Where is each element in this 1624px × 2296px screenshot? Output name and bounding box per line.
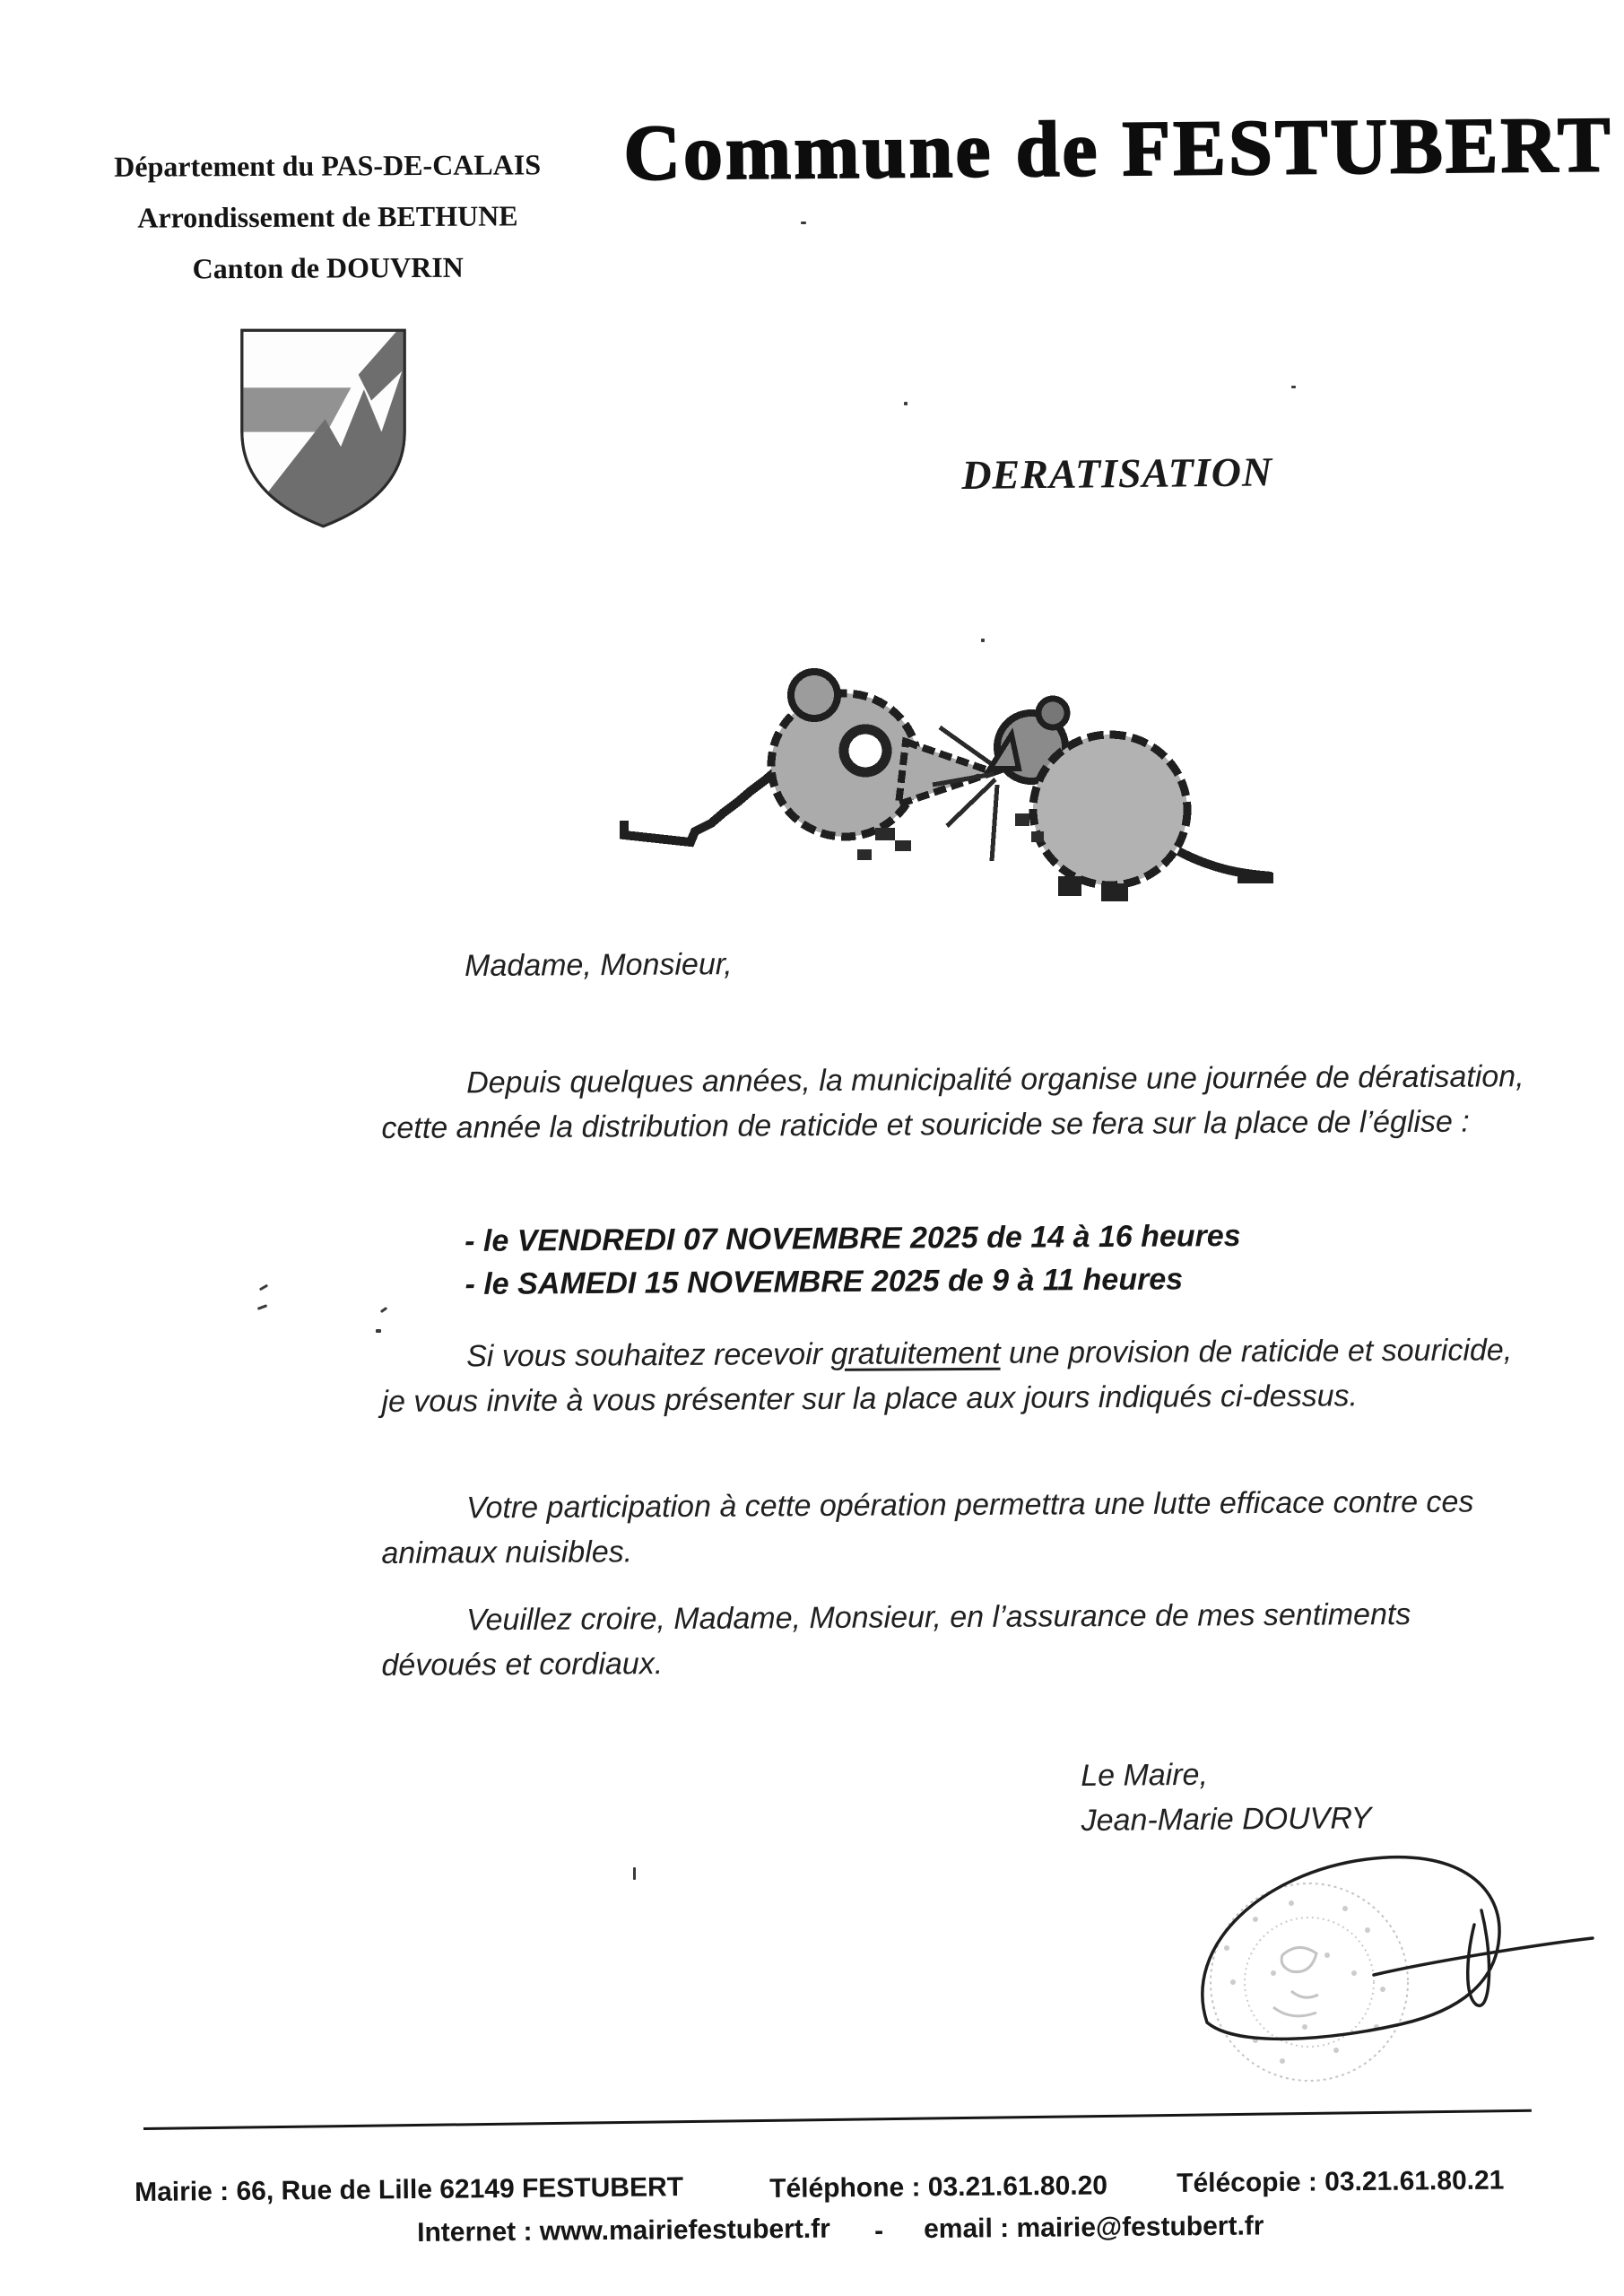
salutation: Madame, Monsieur,: [465, 947, 733, 983]
paragraph-free-post: une provision de raticide et souricide, je vous invite à vous présenter sur la place aux jours indiqués ci-dessus.: [381, 1333, 1513, 1419]
scan-speck: [257, 1304, 267, 1310]
paragraph-free-pre: Si vous souhaitez recevoir: [466, 1336, 831, 1374]
date-line-vendredi: - le VENDREDI 07 NOVEMBRE 2025 de 14 à 16 heures: [465, 1218, 1241, 1258]
scan-speck: [981, 639, 985, 642]
signature-role: Le Maire,: [1081, 1757, 1209, 1793]
scan-speck: [259, 1284, 268, 1292]
two-mice-illustration-icon: [610, 659, 1273, 910]
paragraph-participation: Votre participation à cette opération permettra une lutte efficace contre ces animaux nuisibles.: [381, 1484, 1474, 1570]
footer-internet: Internet : www.mairiefestubert.fr: [417, 2213, 830, 2248]
coat-of-arms-shield-icon: [227, 321, 420, 534]
paragraph-free-provision: [381, 1327, 1530, 1424]
footer-address: Mairie : 66, Rue de Lille 62149 FESTUBERT: [135, 2172, 684, 2207]
footer-fax: Télécopie : 03.21.61.80.21: [1177, 2165, 1505, 2198]
paragraph-intro: Depuis quelques années, la municipalité organise une journée de dératisation, cette année la distribution de raticide et souricide se fera sur la place de l’église :: [381, 1059, 1524, 1145]
admin-block: [76, 139, 579, 295]
signature-block: [1081, 1751, 1372, 1843]
scan-speck: [1291, 386, 1296, 388]
signature-name: Jean-Marie DOUVRY: [1081, 1801, 1372, 1838]
distribution-dates: [465, 1214, 1241, 1306]
commune-stamp-icon: [1211, 1883, 1408, 2081]
admin-line-arrondissement: Arrondissement de BETHUNE: [137, 199, 518, 234]
subject-heading: DERATISATION: [961, 448, 1273, 498]
scan-speck: [376, 1329, 381, 1333]
paragraph-closing: Veuillez croire, Madame, Monsieur, en l’assurance de mes sentiments dévoués et cordiaux.: [381, 1596, 1411, 1683]
scan-speck: [801, 222, 806, 224]
footer-phone: Téléphone : 03.21.61.80.20: [769, 2170, 1108, 2204]
footer-dash: -: [874, 2215, 884, 2246]
underlined-gratuitement: gratuitement: [830, 1335, 1001, 1371]
footer-separator: [143, 2109, 1532, 2130]
stamp-and-signature: [1148, 1848, 1605, 2117]
admin-line-departement: Département du PAS-DE-CALAIS: [114, 148, 542, 183]
admin-line-canton: Canton de DOUVRIN: [192, 250, 464, 285]
footer-email: email : mairie@festubert.fr: [924, 2211, 1264, 2244]
scan-speck: [380, 1307, 387, 1313]
date-line-samedi: - le SAMEDI 15 NOVEMBRE 2025 de 9 à 11 heures: [465, 1262, 1184, 1301]
signature-icon: [1203, 1857, 1593, 2039]
page-title: Commune de FESTUBERT: [622, 101, 1614, 197]
scan-speck: [633, 1867, 636, 1880]
scan-speck: [904, 402, 908, 405]
